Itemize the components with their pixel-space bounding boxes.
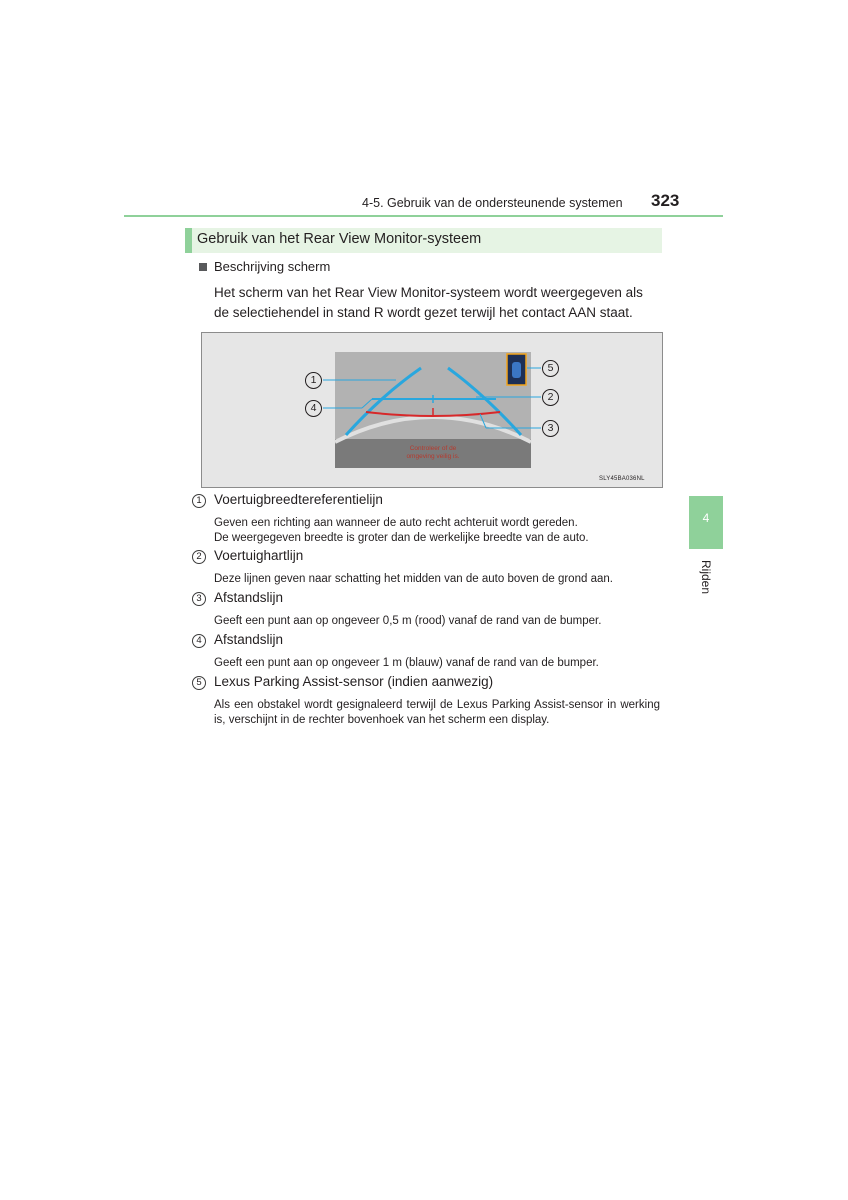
item-title-5: Lexus Parking Assist-sensor (indien aanwezig) <box>214 674 494 689</box>
chapter-label: Rijden <box>699 559 713 595</box>
item-desc-2 <box>214 572 660 587</box>
callout-2: 2 <box>542 389 559 406</box>
item-desc-1 <box>214 516 660 545</box>
item-title-3: Afstandslijn <box>214 590 284 605</box>
parking-sensor-car <box>512 362 521 378</box>
item-desc-5: Als een obstakel wordt gesignaleerd terwijl de Lexus Parking Assist-sensor in werking is, verschijnt in de rechter bovenhoek van het scherm een display. <box>214 699 660 726</box>
item-desc-1-line-2: De weergegeven breedte is groter dan de werkelijke breedte van de auto. <box>214 531 589 544</box>
bumper-arc <box>335 417 531 442</box>
item-number-1: 1 <box>192 494 206 508</box>
callout-1: 1 <box>305 372 322 389</box>
item-title-1: Voertuigbreedtereferentielijn <box>214 492 383 507</box>
item-number-4: 4 <box>192 634 206 648</box>
item-number-3: 3 <box>192 592 206 606</box>
running-header: 4-5. Gebruik van de ondersteunende systemen <box>362 196 623 210</box>
warning-line-1: Controleer of de <box>409 445 457 452</box>
item-desc-4 <box>214 656 660 671</box>
warning-line-2: omgeving veilig is. <box>406 453 460 460</box>
callout-5: 5 <box>542 360 559 377</box>
chapter-number: 4 <box>702 511 710 525</box>
item-desc-3-line-1: Geeft een punt aan op ongeveer 0,5 m (rood) vanaf de rand van de bumper. <box>214 615 602 627</box>
figure-code: SLY45BA036NL <box>599 476 645 482</box>
page-number: 323 <box>651 191 680 210</box>
intro-paragraph: Het scherm van het Rear View Monitor-systeem wordt weergegeven als de selectiehendel in stand R wordt gezet terwijl het contact AAN staat. <box>214 285 643 320</box>
callout-4: 4 <box>305 400 322 417</box>
item-desc-1-line-1: Geven een richting aan wanneer de auto recht achteruit wordt gereden. <box>214 517 578 529</box>
item-title-4: Afstandslijn <box>214 632 284 647</box>
item-desc-2-line-1: Deze lijnen geven naar schatting het midden van de auto boven de grond aan. <box>214 573 613 585</box>
chapter-tab <box>689 496 723 549</box>
subsection-heading: Beschrijving scherm <box>214 259 331 274</box>
item-number-5: 5 <box>192 676 206 690</box>
item-desc-3 <box>214 614 660 629</box>
section-title: Gebruik van het Rear View Monitor-systeem <box>197 231 482 247</box>
callout-3: 3 <box>542 420 559 437</box>
item-title-2: Voertuighartlijn <box>214 548 304 563</box>
item-number-2: 2 <box>192 550 206 564</box>
item-desc-4-line-1: Geeft een punt aan op ongeveer 1 m (blauw) vanaf de rand van de bumper. <box>214 657 599 669</box>
